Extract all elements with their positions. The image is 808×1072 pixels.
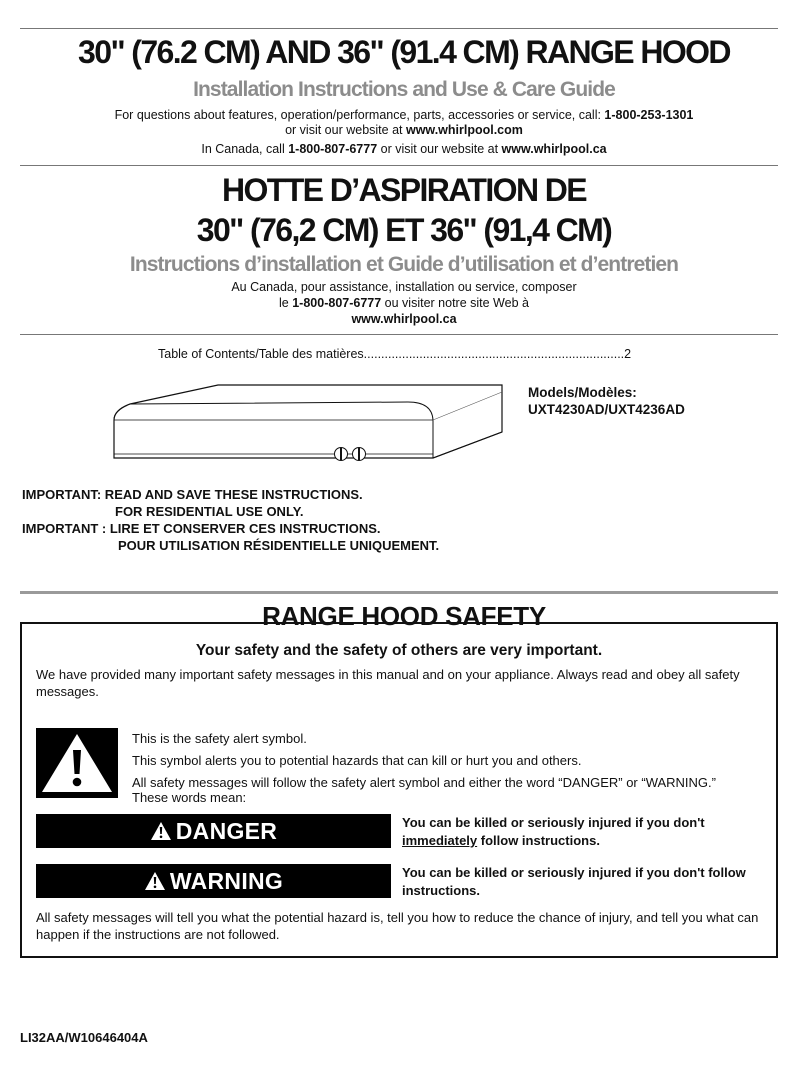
range-hood-illustration: [108, 382, 508, 467]
danger-banner: [36, 814, 391, 848]
safety-box-title: Your safety and the safety of others are very important.: [195, 642, 603, 659]
title-fr: HOTTE D’ASPIRATION DE 30" (76,2 CM) ET 36" (91,4 CM): [196, 172, 612, 248]
model-numbers: UXT4230AD/UXT4236AD: [528, 402, 685, 417]
danger-alert-icon: [150, 821, 172, 841]
danger-label: DANGER: [175, 817, 278, 844]
contact-line-1: For questions about features, operation/performance, parts, accessories or service, call: 1-800-253-1301: [114, 108, 694, 122]
alert-line-4: These words mean:: [132, 790, 247, 805]
section-rule: [20, 591, 778, 594]
safety-alert-icon: [36, 728, 118, 798]
warning-banner: [36, 864, 391, 898]
canada-fr-block: Au Canada, pour assistance, installation ou service, composer le 1-800-807-6777 ou visiter notre site Web à www.whirlpool.ca: [231, 280, 577, 326]
danger-text: You can be killed or seriously injured if you don't immediately follow instructions.: [402, 815, 705, 848]
toc-leader: ...........................................................................: [363, 347, 625, 361]
safety-heading: RANGE HOOD SAFETY: [262, 601, 546, 631]
alert-line-1: This is the safety alert symbol.: [132, 731, 307, 746]
warning-alert-icon: [144, 871, 166, 891]
canada-line: In Canada, call 1-800-807-6777 or visit our website at www.whirlpool.ca: [201, 142, 607, 156]
toc-page: 2: [624, 347, 632, 361]
top-rule: [20, 28, 778, 29]
knob-right-icon: [353, 448, 366, 461]
alert-line-3: All safety messages will follow the safety alert symbol and either the word “DANGER” or “WARNING.”: [132, 775, 716, 790]
models-block: [528, 384, 685, 418]
warning-label: WARNING: [169, 867, 284, 894]
models-label: Models/Modèles:: [528, 385, 637, 400]
phone-us: 1-800-253-1301: [604, 108, 694, 122]
website-us: www.whirlpool.com: [405, 123, 523, 137]
contact-line-2: or visit our website at www.whirlpool.com: [285, 123, 523, 137]
knob-left-icon: [335, 448, 348, 461]
title-en: 30" (76.2 CM) AND 36" (91.4 CM) RANGE HOOD: [78, 34, 730, 70]
doc-number: LI32AA/W10646404A: [20, 1030, 148, 1045]
subtitle-fr: Instructions d’installation et Guide d’utilisation et d’entretien: [129, 253, 679, 276]
toc-line[interactable]: Table of Contents/Table des matières...........................................................................2: [158, 347, 632, 361]
important-block: IMPORTANT: READ AND SAVE THESE INSTRUCTIONS. FOR RESIDENTIAL USE ONLY. IMPORTANT : LIRE ET CONSERVER CES INSTRUCTIONS. POUR UTILISATION RÉSIDENTIELLE UNIQUEMENT.: [22, 487, 440, 553]
rule-2: [20, 165, 778, 166]
safety-footer: All safety messages will tell you what the potential hazard is, tell you how to reduce the chance of injury, and tell you what can happen if the instructions are not followed.: [36, 910, 759, 942]
safety-box: [20, 622, 778, 958]
warning-text: You can be killed or seriously injured if you don't follow instructions.: [402, 865, 746, 898]
subtitle-en: Installation Instructions and Use & Care Guide: [193, 78, 615, 101]
alert-line-2: This symbol alerts you to potential hazards that can kill or hurt you and others.: [132, 753, 582, 768]
rule-3: [20, 334, 778, 335]
safety-intro: We have provided many important safety messages in this manual and on your appliance. Always read and obey all safety messages.: [36, 667, 740, 699]
